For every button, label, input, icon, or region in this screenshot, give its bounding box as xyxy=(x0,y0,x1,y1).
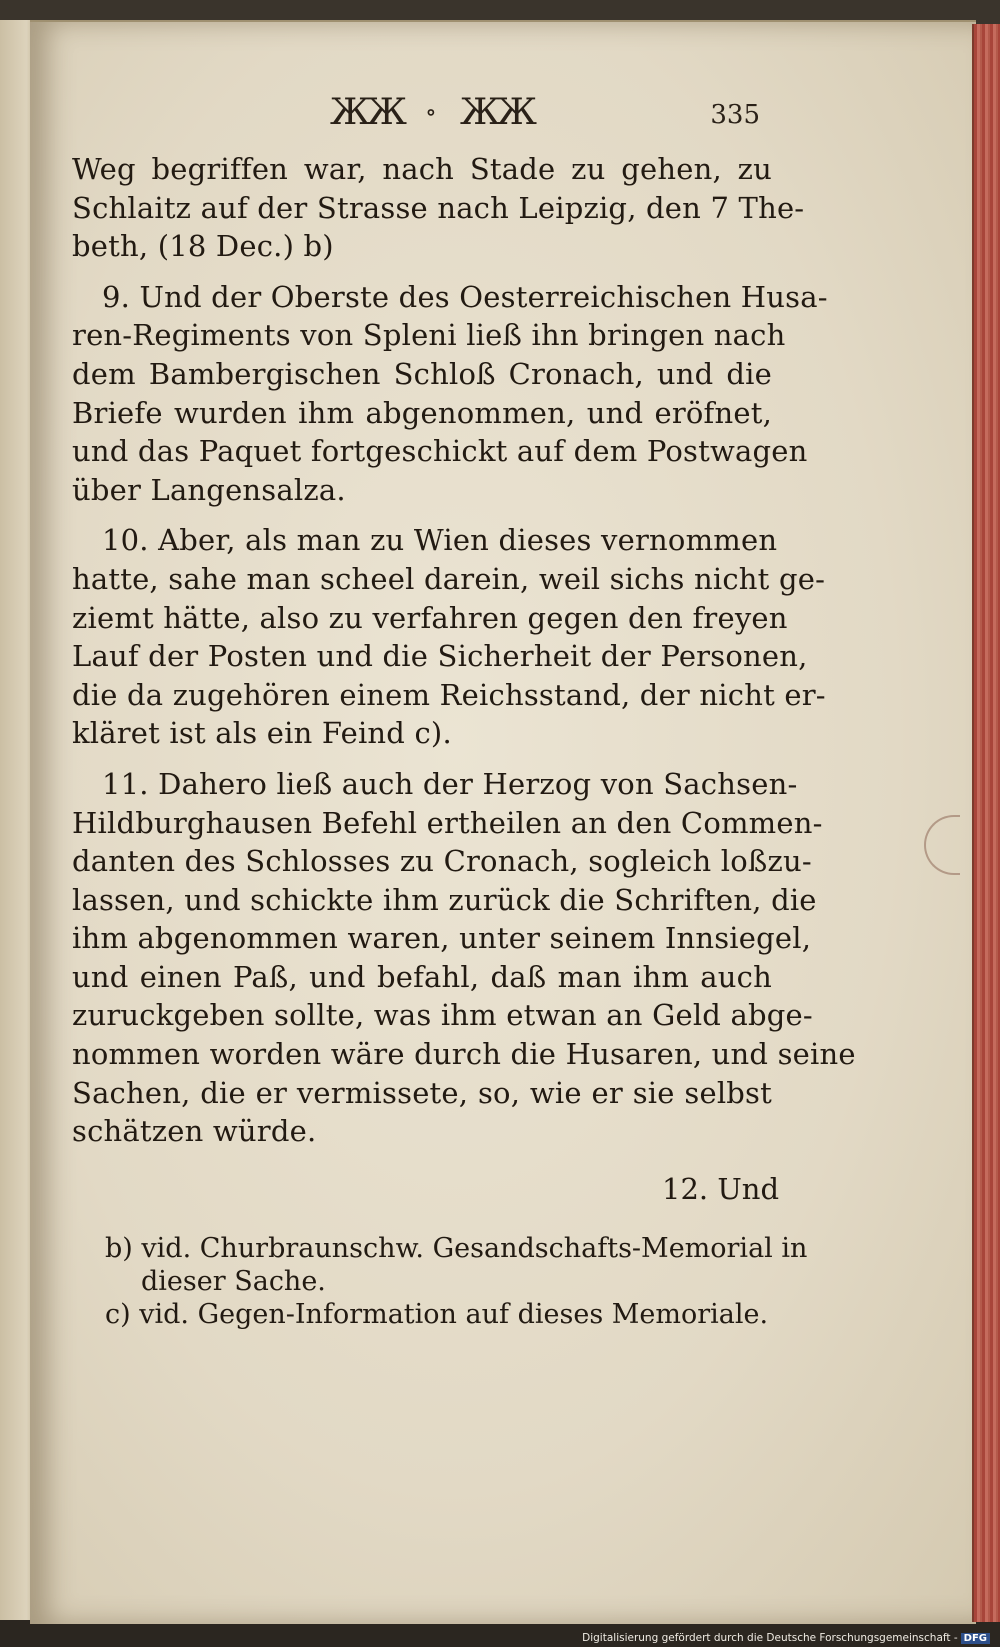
ornament-dot-icon: ∘ xyxy=(425,98,437,126)
page-edges-red xyxy=(972,24,1000,1622)
text-line: 10. Aber, als man zu Wien dieses vernommen xyxy=(102,523,778,558)
text-line: nommen worden wäre durch die Husaren, und seine xyxy=(72,1037,856,1072)
text-line: Briefe wurden ihm abgenommen, und eröfnet, xyxy=(72,395,772,430)
paragraph xyxy=(72,278,828,510)
text-line: zuruckgeben sollte, was ihm etwan an Geld abge- xyxy=(72,998,813,1033)
text-line: dem Bambergischen Schloß Cronach, und die xyxy=(72,356,772,391)
text-line: Schlaitz auf der Strasse nach Leipzig, den 7 The- xyxy=(72,190,805,225)
page-number: 335 xyxy=(710,100,760,130)
text-line: danten des Schlosses zu Cronach, sogleich loßzu- xyxy=(72,844,812,879)
footnote: b) vid. Churbraunschw. Gesandschafts-Memorial in xyxy=(105,1233,808,1264)
text-line: Hildburghausen Befehl ertheilen an den Commen- xyxy=(72,805,823,840)
paragraph xyxy=(72,521,826,753)
ornament-right-icon: ЖЖ xyxy=(460,92,533,133)
text-line: die da zugehören einem Reichsstand, der nicht er- xyxy=(72,677,826,712)
text-line: 11. Dahero ließ auch der Herzog von Sachsen- xyxy=(102,766,798,801)
text-line: Weg begriffen war, nach Stade zu gehen, zu xyxy=(72,152,772,186)
footnotes xyxy=(105,1232,808,1331)
text-line: Sachen, die er vermissete, so, wie er sie selbst xyxy=(72,1075,772,1110)
text-line: Lauf der Posten und die Sicherheit der Personen, xyxy=(72,639,808,674)
text-line: kläret ist als ein Feind c). xyxy=(72,716,452,751)
body-text xyxy=(72,150,856,1151)
digitization-credit xyxy=(582,1632,990,1644)
text-line: und einen Paß, und befahl, daß man ihm auch xyxy=(72,959,772,994)
footnote: c) vid. Gegen-Information auf dieses Memoriale. xyxy=(105,1299,769,1330)
text-line: schätzen würde. xyxy=(72,1114,317,1149)
ornament-left-icon: ЖЖ xyxy=(330,92,403,133)
text-line: über Langensalza. xyxy=(72,472,346,507)
text-line: beth, (18 Dec.) b) xyxy=(72,229,334,264)
catchword: 12. Und xyxy=(662,1172,780,1206)
dfg-logo: DFG xyxy=(961,1633,990,1644)
text-line: hatte, sahe man scheel darein, weil sichs nicht ge- xyxy=(72,561,826,596)
text-line: und das Paquet fortgeschickt auf dem Postwagen xyxy=(72,434,808,469)
text-line: ren-Regiments von Spleni ließ ihn bringen nach xyxy=(72,318,786,353)
page-header xyxy=(330,92,760,132)
text-line: ziemt hätte, also zu verfahren gegen den freyen xyxy=(72,600,788,635)
credit-text: Digitalisierung gefördert durch die Deutsche Forschungsgemeinschaft - xyxy=(582,1632,958,1644)
text-line: lassen, und schickte ihm zurück die Schriften, die xyxy=(72,882,817,917)
footnote-continuation: dieser Sache. xyxy=(141,1266,326,1297)
paragraph xyxy=(72,150,805,266)
paragraph xyxy=(72,765,856,1151)
text-line: ihm abgenommen waren, unter seinem Innsiegel, xyxy=(72,921,812,956)
text-line: 9. Und der Oberste des Oesterreichischen Husa- xyxy=(102,279,828,314)
